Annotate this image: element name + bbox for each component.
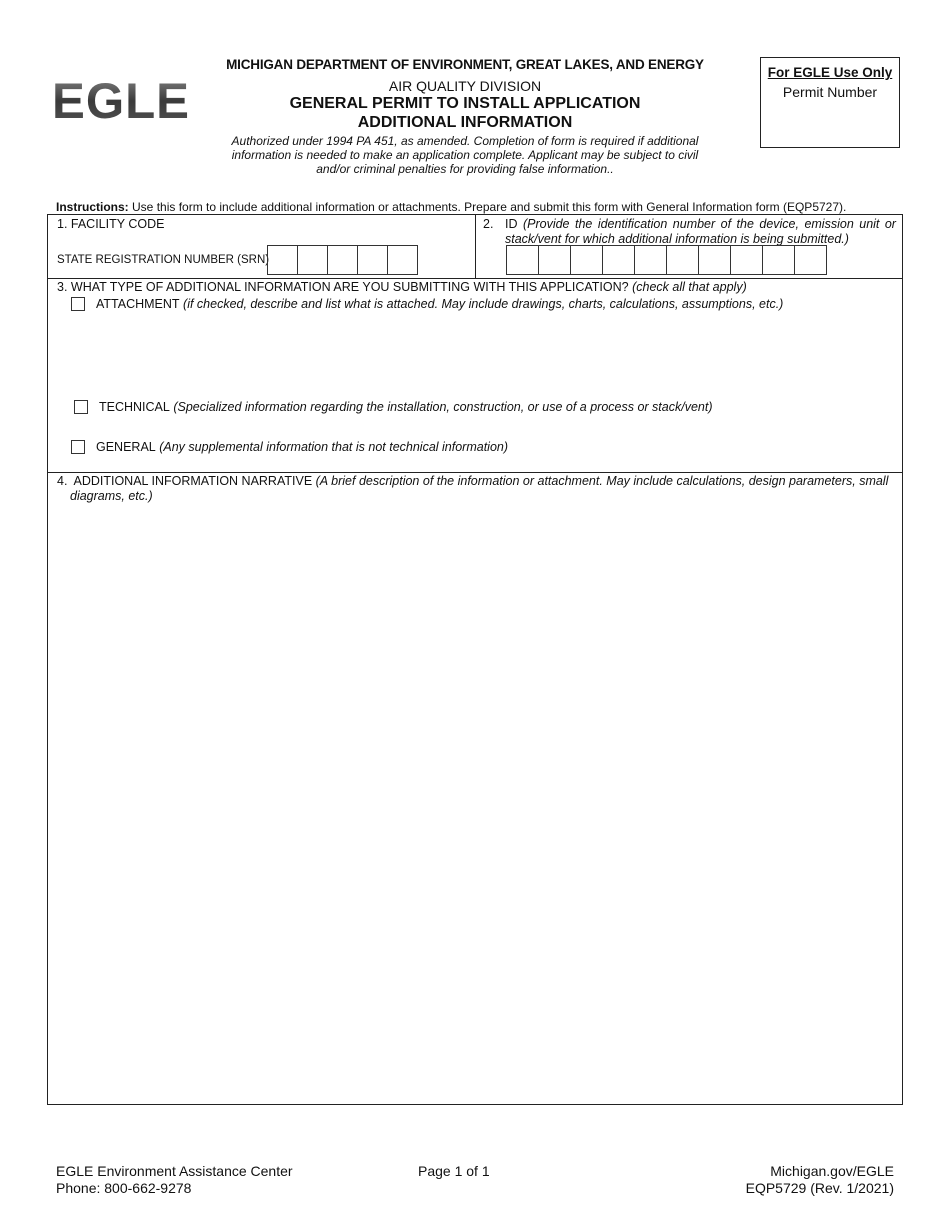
attachment-checkbox[interactable] [71, 297, 85, 311]
id-char-box[interactable] [570, 245, 603, 275]
id-char-box[interactable] [794, 245, 827, 275]
general-label: GENERAL [96, 440, 156, 454]
id-char-box[interactable] [666, 245, 699, 275]
form-title-line1: GENERAL PERMIT TO INSTALL APPLICATION [289, 95, 641, 112]
permit-number-label: Permit Number [782, 84, 878, 100]
svg-text:EGLE: EGLE [52, 76, 190, 122]
id-section [476, 215, 902, 279]
attachment-hint: (if checked, describe and list what is attached. May include drawings, charts, calculations, assumptions, etc.) [183, 297, 784, 311]
id-char-box[interactable] [538, 245, 571, 275]
footer-page-number: Page 1 of 1 [418, 1163, 490, 1179]
id-char-box[interactable] [762, 245, 795, 275]
narrative-hint: (A brief description of the information or attachment. May include calculations, design parameters, small [315, 474, 889, 488]
instructions-text: Use this form to include additional information or attachments. Prepare and submit this form with General Information form (EQP5727). [132, 200, 847, 214]
srn-input[interactable] [268, 245, 418, 275]
narrative-label: ADDITIONAL INFORMATION NARRATIVE [73, 474, 313, 488]
footer-right [746, 1163, 894, 1197]
instructions [56, 200, 846, 214]
id-label-block [483, 217, 896, 247]
narrative-number: 4. [57, 474, 68, 488]
footer-phone: Phone: 800-662-9278 [56, 1180, 192, 1196]
srn-label: STATE REGISTRATION NUMBER (SRN) [57, 254, 270, 266]
srn-char-box[interactable] [297, 245, 328, 275]
id-char-box[interactable] [602, 245, 635, 275]
footer-form-id: EQP5729 (Rev. 1/2021) [745, 1180, 894, 1196]
id-char-box[interactable] [506, 245, 539, 275]
info-type-question-hint: (check all that apply) [632, 280, 747, 294]
srn-char-box[interactable] [267, 245, 298, 275]
info-type-question [57, 280, 747, 294]
footer-website: Michigan.gov/EGLE [770, 1163, 894, 1179]
technical-hint: (Specialized information regarding the installation, construction, or use of a process or stack/vent) [173, 400, 713, 414]
option-technical[interactable] [74, 400, 713, 414]
info-type-question-text: 3. WHAT TYPE OF ADDITIONAL INFORMATION ARE YOU SUBMITTING WITH THIS APPLICATION? [57, 280, 629, 294]
general-checkbox[interactable] [71, 440, 85, 454]
option-attachment[interactable] [71, 297, 783, 311]
authorization-note: Authorized under 1994 PA 451, as amended. Completion of form is required if additional information is needed to make an application complete. Applicant may be subject to civil and/or criminal penalties for providing false information.. [231, 134, 699, 176]
egle-use-only-box [760, 57, 900, 148]
instructions-label: Instructions: [56, 200, 129, 214]
attachment-description-area[interactable] [88, 315, 888, 395]
agency-name: MICHIGAN DEPARTMENT OF ENVIRONMENT, GREAT LAKES, AND ENERGY [226, 57, 704, 72]
division-name: AIR QUALITY DIVISION [388, 78, 542, 94]
info-type-section [48, 279, 902, 473]
form-title-line2: ADDITIONAL INFORMATION [357, 114, 573, 131]
footer-center-name: EGLE Environment Assistance Center [56, 1163, 293, 1179]
attachment-label: ATTACHMENT [96, 297, 180, 311]
srn-char-box[interactable] [327, 245, 358, 275]
egle-logo [52, 76, 192, 122]
technical-label: TECHNICAL [99, 400, 170, 414]
id-number: 2. [483, 217, 494, 231]
narrative-text-area[interactable] [56, 509, 894, 1096]
id-char-box[interactable] [698, 245, 731, 275]
technical-checkbox[interactable] [74, 400, 88, 414]
form-header [200, 57, 730, 176]
general-hint: (Any supplemental information that is not technical information) [159, 440, 509, 454]
footer-contact [56, 1163, 293, 1197]
srn-char-box[interactable] [357, 245, 388, 275]
id-hint: (Provide the identification number of the device, emission unit or stack/vent for which additional information is being submitted.) [505, 217, 896, 246]
id-input[interactable] [507, 245, 827, 275]
narrative-label-block [57, 474, 892, 504]
id-label: ID [505, 217, 518, 231]
id-char-box[interactable] [730, 245, 763, 275]
srn-char-box[interactable] [387, 245, 418, 275]
id-char-box[interactable] [634, 245, 667, 275]
form-body [47, 214, 903, 1105]
facility-code-label: 1. FACILITY CODE [57, 217, 165, 231]
facility-code-section [48, 215, 476, 279]
narrative-section [48, 473, 902, 1104]
egle-use-only-heading: For EGLE Use Only [767, 65, 893, 80]
narrative-hint-cont: diagrams, etc.) [70, 489, 153, 503]
option-general[interactable] [71, 440, 508, 454]
